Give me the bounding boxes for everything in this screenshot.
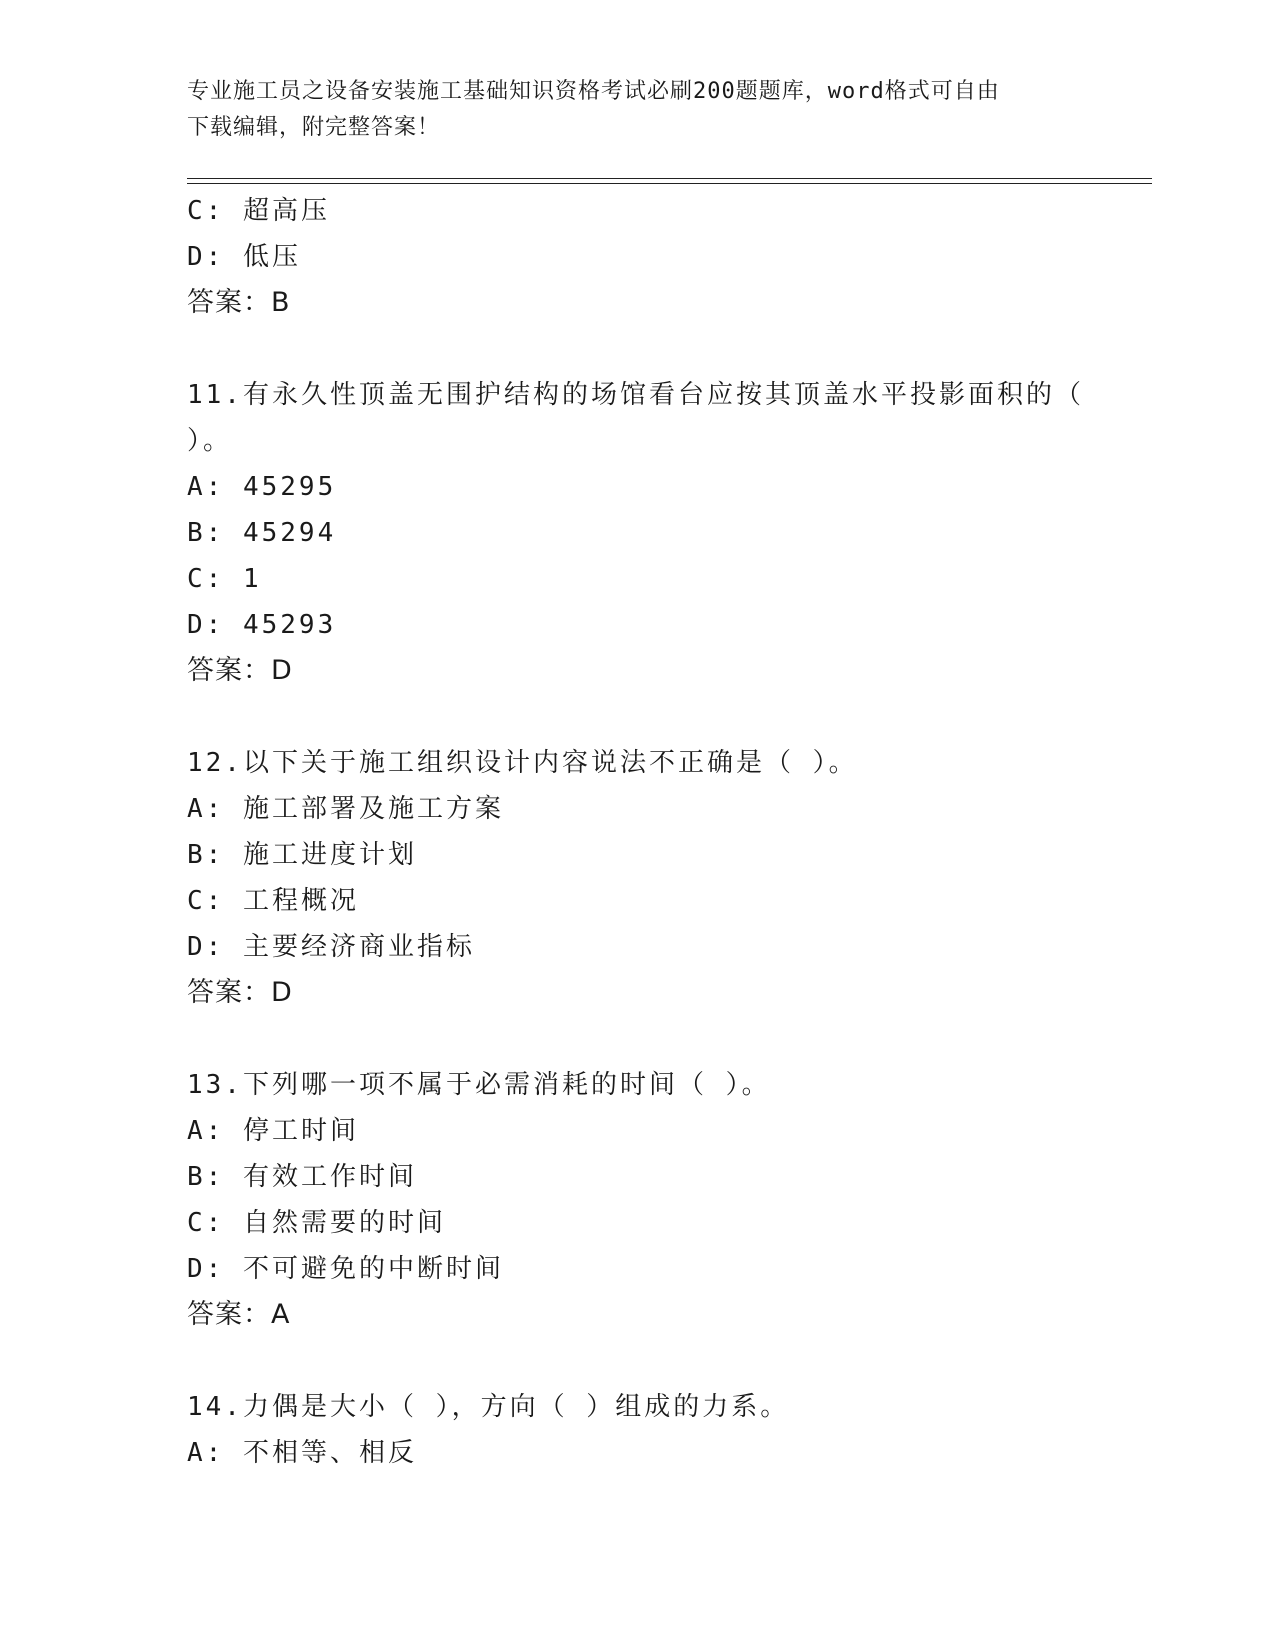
question-14	[187, 1384, 1087, 1476]
header-title-line-1: 专业施工员之设备安装施工基础知识资格考试必刷200题题库，word格式可自由	[187, 79, 1000, 104]
option-a: A: 停工时间	[187, 1116, 359, 1146]
option-c: C: 1	[187, 564, 262, 594]
document-header	[187, 74, 1087, 146]
answer-label: 答案：B	[187, 287, 291, 318]
question-list	[187, 188, 1087, 1476]
option-d: D: 45293	[187, 610, 337, 640]
option-d: D: 主要经济商业指标	[187, 932, 475, 962]
option-c: C: 自然需要的时间	[187, 1208, 446, 1238]
question-12	[187, 740, 1087, 1016]
answer-label: 答案：D	[187, 655, 293, 686]
answer-label: 答案：D	[187, 977, 293, 1008]
option-a: A: 不相等、相反	[187, 1438, 417, 1468]
question-11	[187, 372, 1087, 694]
question-13	[187, 1062, 1087, 1338]
spacer	[187, 694, 1087, 740]
question-stem: 14.力偶是大小（ ），方向（ ）组成的力系。	[187, 1392, 790, 1422]
header-title-line-2: 下载编辑，附完整答案！	[187, 115, 441, 140]
spacer	[187, 1016, 1087, 1062]
question-10-continued	[187, 188, 1087, 326]
option-b: B: 45294	[187, 518, 337, 548]
header-divider-bottom	[187, 183, 1152, 184]
option-c: C: 超高压	[187, 196, 330, 226]
question-stem-continued: ）。	[187, 426, 233, 456]
spacer	[187, 1338, 1087, 1384]
spacer	[187, 326, 1087, 372]
answer-label: 答案：A	[187, 1299, 291, 1330]
option-a: A: 施工部署及施工方案	[187, 794, 504, 824]
header-divider-top	[187, 178, 1152, 179]
option-a: A: 45295	[187, 472, 337, 502]
option-b: B: 有效工作时间	[187, 1162, 417, 1192]
option-d: D: 不可避免的中断时间	[187, 1254, 504, 1284]
question-stem: 12.以下关于施工组织设计内容说法不正确是（ ）。	[187, 748, 858, 778]
option-c: C: 工程概况	[187, 886, 359, 916]
option-d: D: 低压	[187, 242, 301, 272]
option-b: B: 施工进度计划	[187, 840, 417, 870]
question-stem: 11.有永久性顶盖无围护结构的场馆看台应按其顶盖水平投影面积的（	[187, 380, 1084, 410]
question-stem: 13.下列哪一项不属于必需消耗的时间（ ）。	[187, 1070, 771, 1100]
